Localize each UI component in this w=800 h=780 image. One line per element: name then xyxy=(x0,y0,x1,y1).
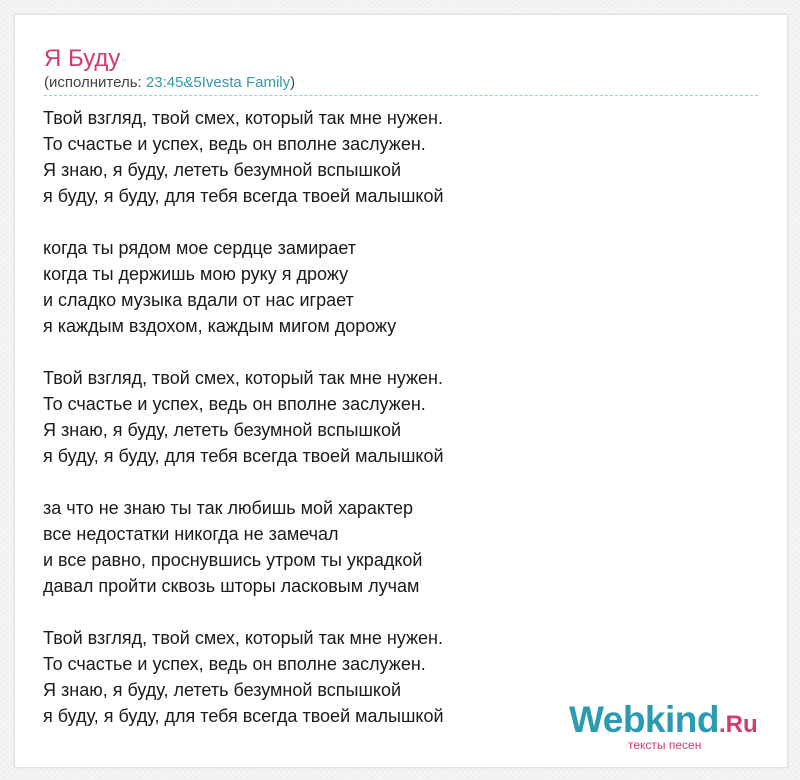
lyrics-stanza xyxy=(43,105,743,209)
artist-suffix: ) xyxy=(290,74,296,91)
lyrics-body xyxy=(43,105,743,755)
lyrics-card xyxy=(14,14,788,768)
song-title: Я Буду xyxy=(44,45,121,72)
lyrics-line: я буду, я буду, для тебя всегда твоей малышкой xyxy=(43,706,444,726)
lyrics-stanza xyxy=(43,235,743,339)
lyrics-line: я буду, я буду, для тебя всегда твоей малышкой xyxy=(43,186,444,206)
lyrics-line: То счастье и успех, ведь он вполне заслужен. xyxy=(43,134,426,154)
lyrics-line: Я знаю, я буду, лететь безумной вспышкой xyxy=(43,160,402,180)
lyrics-line: Я знаю, я буду, лететь безумной вспышкой xyxy=(43,680,402,700)
site-logo[interactable] xyxy=(569,698,769,754)
lyrics-line: Я знаю, я буду, лететь безумной вспышкой xyxy=(43,420,402,440)
artist-link[interactable]: 23:45&5Ivesta Family xyxy=(145,74,291,91)
lyrics-line: за что не знаю ты так любишь мой характер xyxy=(43,498,414,518)
lyrics-line: и все равно, проснувшись утром ты украдкой xyxy=(43,550,423,570)
artist-line xyxy=(44,73,295,93)
artist-prefix: (исполнитель: xyxy=(44,74,146,91)
lyrics-line: То счастье и успех, ведь он вполне заслужен. xyxy=(43,654,426,674)
lyrics-line: все недостатки никогда не замечал xyxy=(43,524,339,544)
lyrics-line: Твой взгляд, твой смех, который так мне нужен. xyxy=(43,368,443,388)
lyrics-line: я буду, я буду, для тебя всегда твоей малышкой xyxy=(43,446,444,466)
lyrics-line: давал пройти сквозь шторы ласковым лучам xyxy=(43,576,420,596)
lyrics-line: Твой взгляд, твой смех, который так мне нужен. xyxy=(43,108,443,128)
logo-name: Webkind xyxy=(569,699,719,740)
lyrics-line: когда ты держишь мою руку я дрожу xyxy=(43,264,349,284)
lyrics-line: То счастье и успех, ведь он вполне заслужен. xyxy=(43,394,426,414)
title-divider xyxy=(44,95,758,96)
lyrics-line: когда ты рядом мое сердце замирает xyxy=(43,238,356,258)
logo-tagline: тексты песен xyxy=(628,738,702,752)
lyrics-stanza xyxy=(43,365,743,469)
lyrics-line: я каждым вздохом, каждым мигом дорожу xyxy=(43,316,397,336)
lyrics-stanza xyxy=(43,495,743,599)
logo-tld: .Ru xyxy=(719,711,758,738)
lyrics-line: Твой взгляд, твой смех, который так мне нужен. xyxy=(43,628,443,648)
lyrics-line: и сладко музыка вдали от нас играет xyxy=(43,290,354,310)
